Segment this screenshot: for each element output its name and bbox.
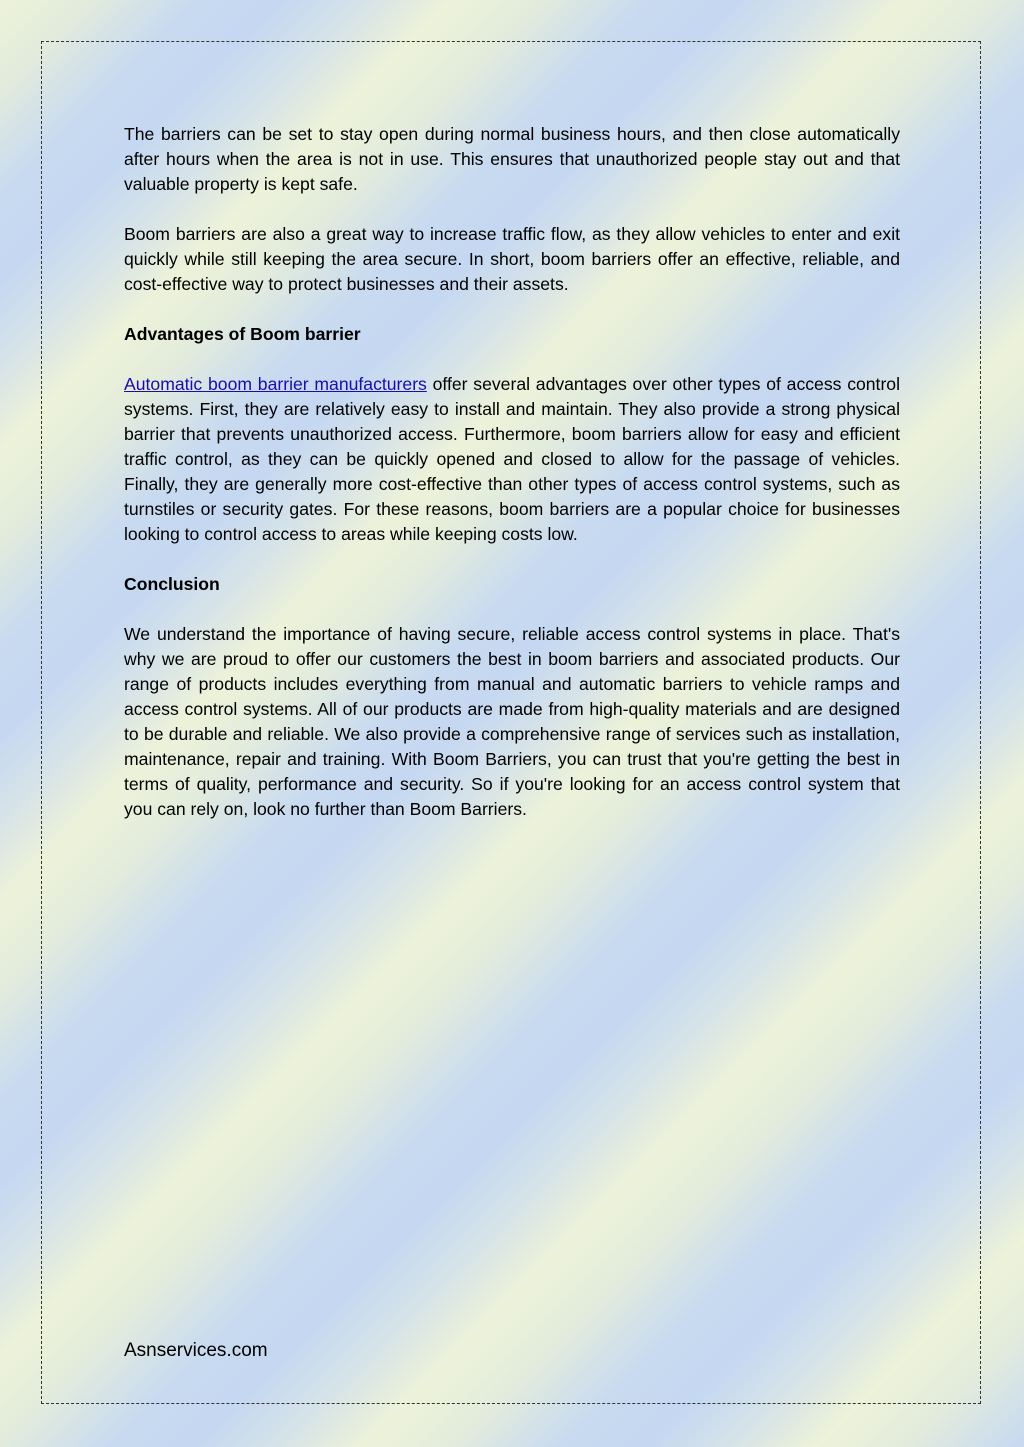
heading-conclusion: Conclusion — [124, 574, 220, 594]
manufacturers-link[interactable]: Automatic boom barrier manufacturers — [124, 374, 427, 394]
advantages-text: offer several advantages over other types of access control systems. First, they are relatively easy to install and maintain. They also provide a strong physical barrier that prevents unauthorized access. Furthermore, boom barriers allow for easy and efficient traffic control, as they can be quickly opened and closed to allow for the passage of vehicles. Finally, they are generally more cost-effective than other types of access control systems, such as turnstiles or security gates. For these reasons, boom barriers are a popular choice for businesses looking to control access to areas while keeping costs low. — [124, 374, 901, 544]
paragraph-barrier-schedule: The barriers can be set to stay open during normal business hours, and then close automatically after hours when the area is not in use. This ensures that unauthorized people stay out and that valuable property is kept safe. — [124, 124, 900, 194]
paragraph-conclusion: We understand the importance of having secure, reliable access control systems in place. That's why we are proud to offer our customers the best in boom barriers and associated products. Our range of products includes everything from manual and automatic barriers to vehicle ramps and access control systems. All of our products are made from high-quality materials and are designed to be durable and reliable. We also provide a comprehensive range of services such as installation, maintenance, repair and training. With Boom Barriers, you can trust that you're getting the best in terms of quality, performance and security. So if you're looking for an access control system that you can rely on, look no further than Boom Barriers. — [124, 624, 900, 819]
paragraph-advantages — [124, 372, 900, 547]
paragraph-traffic-flow: Boom barriers are also a great way to increase traffic flow, as they allow vehicles to enter and exit quickly while still keeping the area secure. In short, boom barriers offer an effective, reliable, and cost-effective way to protect businesses and their assets. — [124, 224, 900, 294]
heading-advantages: Advantages of Boom barrier — [124, 324, 361, 344]
footer-site-name: Asnservices.com — [124, 1340, 268, 1361]
document-body — [124, 122, 900, 847]
